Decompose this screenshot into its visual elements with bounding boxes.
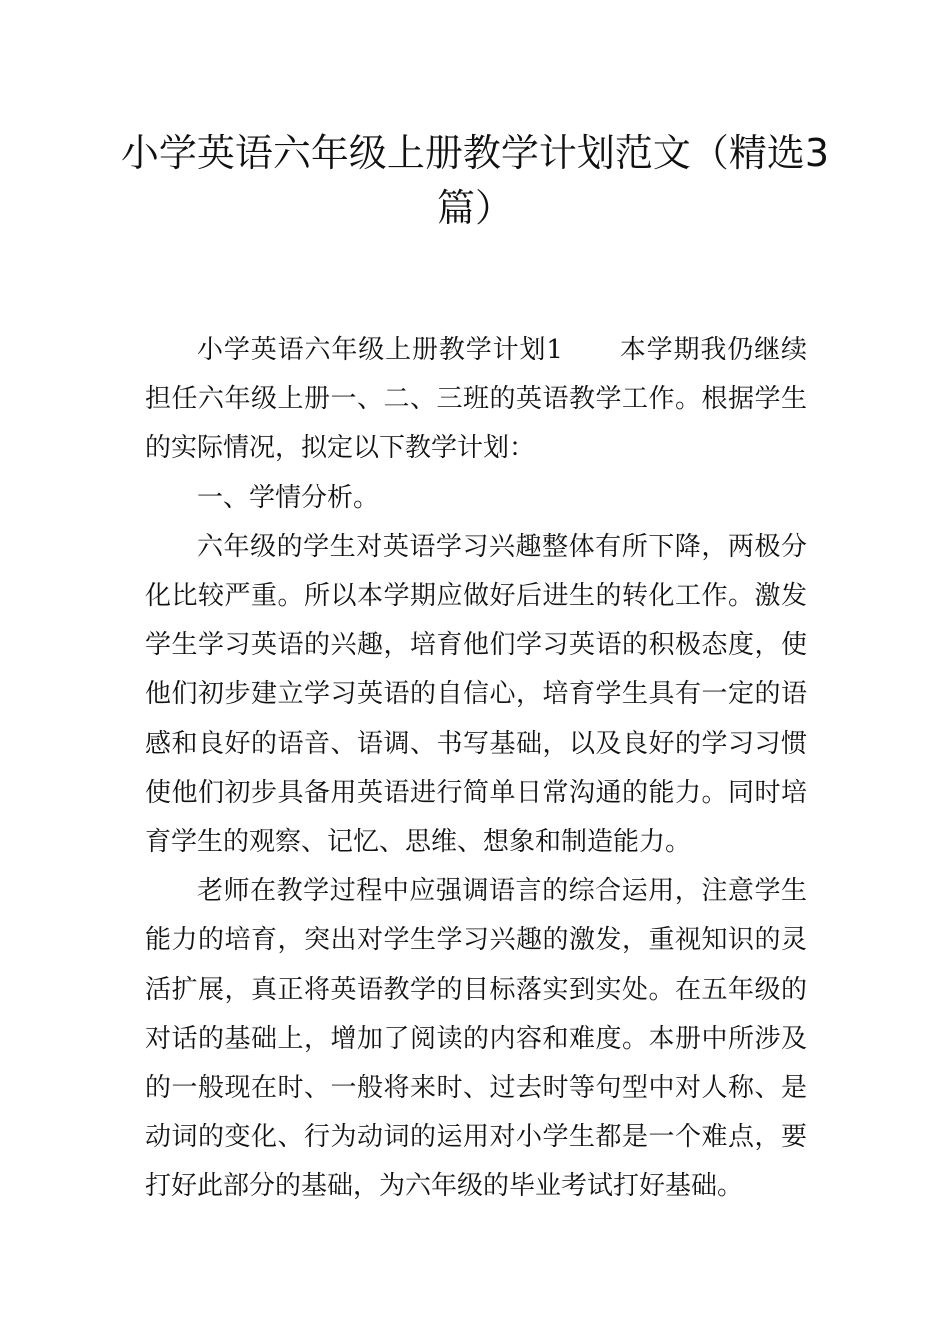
- section-heading-plan-1: 小学英语六年级上册教学计划1: [197, 335, 563, 365]
- document-title: 小学英语六年级上册教学计划范文（精选3篇）: [120, 131, 830, 230]
- paragraph-teaching-focus: 老师在教学过程中应强调语言的综合运用，注意学生能力的培育，突出对学生学习兴趣的激发，重视知识的灵活扩展，真正将英语教学的目标落实到实处。在五年级的对话的基础上，增加了阅读的内容和难度。本册中所涉及的一般现在时、一般将来时、过去时等句型中对人称、是动词的变化、行为动词的运用对小学生都是一个难点，要打好此部分的基础，为六年级的毕业考试打好基础。: [145, 876, 807, 1202]
- paragraph-intro: [145, 326, 807, 474]
- section-heading-analysis: 一、学情分析。: [197, 482, 380, 513]
- paragraph-student-analysis: 六年级的学生对英语学习兴趣整体有所下降，两极分化比较严重。所以本学期应做好后进生的转化工作。激发学生学习英语的兴趣，培育他们学习英语的积极态度，使他们初步建立学习英语的自信心，培育学生具有一定的语感和良好的语音、语调、书写基础，以及良好的学习习惯使他们初步具备用英语进行简单日常沟通的能力。同时培育学生的观察、记忆、思维、想象和制造能力。: [145, 531, 807, 858]
- paragraph-intro-text: 本学期我仍继续担任六年级上册一、二、三班的英语教学工作。根据学生的实际情况，拟定以下教学计划：: [145, 335, 807, 464]
- document-body: [145, 326, 807, 1212]
